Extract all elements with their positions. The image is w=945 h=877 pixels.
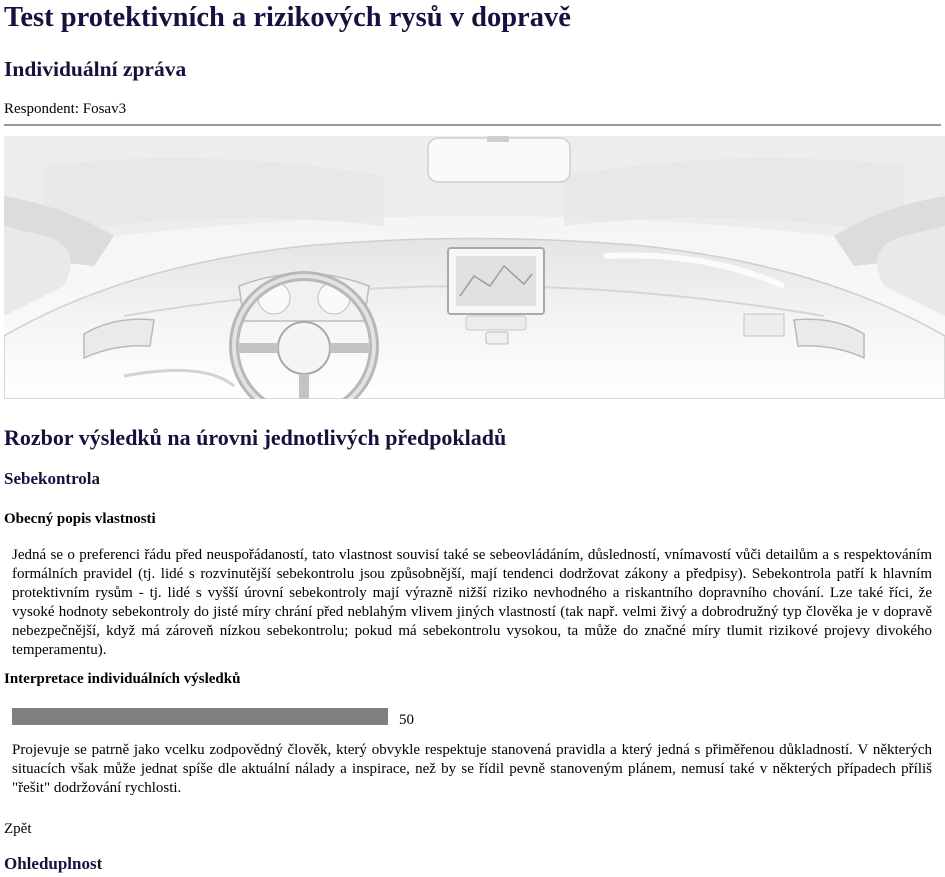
header-divider: [4, 124, 941, 126]
back-link[interactable]: Zpět: [4, 821, 32, 837]
score-bar-fill: [12, 708, 388, 725]
car-dashboard-image: [4, 136, 945, 399]
results-heading: Interpretace individuálních výsledků: [4, 671, 241, 687]
score-value: 50: [399, 712, 414, 728]
page-title: Test protektivních a rizikových rysů v dopravě: [4, 2, 571, 33]
trait-description: Jedná se o preferenci řádu před neuspořádaností, tato vlastnost souvisí také se sebeovládáním, důsledností, vnímavostí vůči detailům a s respektováním formálních pravidel (tj. lidé s rozvinutější sebekontrolu jsou způsobnější, mají tendenci dodržovat zákony a předpisy). Sebekontrola patří k hlavním protektivním rysům - tj. lidé s vyšší úrovní sebekontroly mají výrazně nižší riziko nevhodného a riskantního dopravního chování. Lze také říci, že vysoké hodnoty sebekontroly do jisté míry chrání před neblahým vlivem jiných vlastností (tak např. velmi živý a dobrodružný typ člověka je v dopravě nebezpečnější, když má zároveň nízkou sebekontrolu; pokud má sebekontrolu vysokou, ta může do značné míry tlumit rizikové projevy divokého temperamentu).: [12, 547, 932, 658]
respondent-label: Respondent: Fosav3: [4, 101, 127, 117]
report-subtitle: Individuální zpráva: [4, 57, 187, 81]
next-trait-title: Ohleduplnost: [4, 854, 103, 873]
description-heading: Obecný popis vlastnosti: [4, 511, 156, 527]
trait-interpretation: Projevuje se patrně jako vcelku zodpovědný člověk, který obvykle respektuje stanovená pravidla a který jedná s přiměřenou důkladností. V některých situacích však může jednat spíše dle aktuální nálady a inspirace, než by se řídil pevně stanoveným plánem, nemusí také v některých případech příliš "řešit" dodržování rychlosti.: [12, 742, 932, 796]
score-bar: [12, 708, 388, 725]
trait-title: Sebekontrola: [4, 469, 101, 488]
analysis-section-title: Rozbor výsledků na úrovni jednotlivých předpokladů: [4, 425, 507, 450]
